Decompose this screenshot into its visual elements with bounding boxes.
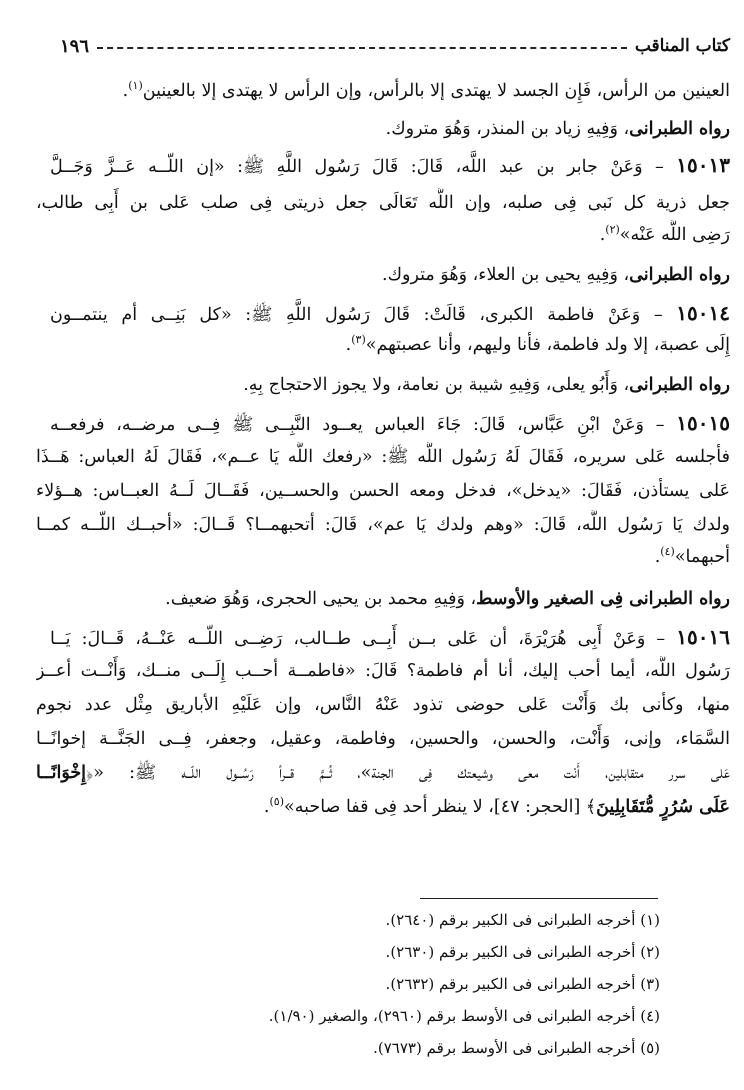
footnote-separator — [420, 898, 658, 899]
footnote: (١) أخرجه الطبرانى فى الكبير برقم (٢٦٤٠). — [385, 911, 660, 929]
line-text: أحبهما» — [674, 547, 730, 567]
line-text: . — [654, 547, 661, 567]
line-text: فأجلسه عَلى سريره، فَقَالَ لَهُ رَسُول اللَّه ﷺ: «رفعك اللَّه يَا عــم»، فَقَالَ لَهُ العباس: هَــذَا — [36, 447, 730, 467]
text-line — [36, 724, 730, 754]
line-text: – وَعَنْ أَبِى هُرَيْرَةَ، أن عَلى بــن أَبِــى طــالب، رَضِــى اللّــه عَنْــهُ، قَــالَ: يَــا — [50, 629, 666, 649]
text-line — [36, 76, 730, 106]
source-label: رواه الطبرانى — [629, 119, 730, 139]
line-text: ، وَأَبُو يعلى، وَفِيهِ شيبة بن نعامة، ولا يجوز الاحتجاج بِهِ. — [243, 375, 630, 395]
text-line — [36, 510, 730, 540]
line-text: عَلى سرر متقابلين، أَنْت معى وشيعتك فِى الجنة»، ثُــمَّ قــرأ رَسُــول اللّــه ﷺ: «﴿ — [86, 763, 730, 783]
quran-verse-text: عَلَى سُرُرٍ مُّتَقَابِلِينَ — [596, 797, 730, 817]
book-title: كتاب المناقب — [634, 36, 730, 56]
source-label: رواه الطبرانى — [629, 375, 730, 395]
text-line — [36, 476, 730, 506]
header-dashed-rule — [97, 47, 627, 49]
text-line — [36, 542, 730, 572]
hadith-heading-line — [50, 622, 730, 652]
source-note — [50, 260, 730, 290]
footnote: (٣) أخرجه الطبرانى فى الكبير برقم (٢٦٣٢). — [385, 975, 660, 993]
line-text: ، وَفِيهِ زياد بن المنذر، وَهُوَ متروك. — [385, 119, 630, 139]
hadith-heading-line — [50, 150, 730, 180]
line-text: ولدك يَا رَسُول اللَّه، قَالَ: «وهم ولدك يَا عم»، قَالَ: أتحبهمــا؟ قَــالَ: «أحبــك اللّــه كمــا — [36, 515, 730, 535]
footnote-ref[interactable]: (٣) — [351, 333, 366, 347]
line-text: رَضِى اللَّه عَنْه» — [619, 225, 730, 245]
source-label: رواه الطبرانى فِى الصغير والأوسط — [476, 589, 730, 609]
hadith-number: ١٥٠١٦ — [676, 625, 730, 649]
line-text: السَّمَاء، وإنى، وَأَنْت، والحسن، والحسين، وفاطمة، وعقيل، وجعفر، فِــى الجَنَّــة إخوانًــا — [36, 729, 730, 749]
hadith-number: ١٥٠١٥ — [676, 411, 730, 435]
line-text: . — [263, 797, 270, 817]
footnote-ref[interactable]: (٢) — [605, 223, 620, 237]
line-text: عَلى يستأذن، فَقَالَ: «يدخل»، فدخل ومعه الحسن والحســين، فَقَــالَ لَــهُ العبــاس: هــؤلاء — [36, 481, 730, 501]
line-text: . — [345, 335, 352, 355]
hadith-number: ١٥٠١٣ — [676, 153, 730, 177]
page-number: ١٩٦ — [60, 35, 90, 57]
text-line — [36, 656, 730, 686]
line-text: ، وَفِيهِ محمد بن يحيى الحجرى، وَهُوَ ضعيف. — [165, 589, 477, 609]
line-text: – وَعَنْ جابر بن عبد اللَّه، قَالَ: قَالَ رَسُول اللَّهِ ﷺ: «إن اللّــه عَــزَّ وَجَــلَّ — [50, 157, 664, 177]
footnote: (٥) أخرجه الطبرانى فى الأوسط برقم (٧٦٧٣). — [373, 1039, 660, 1057]
line-text: العينين من الرأس، فَإِن الجسد لا يهتدى إلا بالرأس، وإن الرأس لا يهتدى إلا بالعينين — [142, 81, 730, 101]
source-label: رواه الطبرانى — [629, 265, 730, 285]
line-text: منها، وكأنى بك وَأَنْت عَلى حوضى تذود عَنْهُ النَّاس، وإن عَلَيْهِ الأباريق مِثْل عدد نجوم — [36, 695, 730, 715]
footnote-ref[interactable]: (١) — [128, 79, 143, 93]
line-text: ، وَفِيهِ يحيى بن العلاء، وَهُوَ متروك. — [382, 265, 630, 285]
footnote-ref[interactable]: (٤) — [660, 545, 675, 559]
source-note — [50, 370, 730, 400]
text-line — [36, 792, 730, 822]
footnote: (٤) أخرجه الطبرانى فى الأوسط برقم (٢٩٦٠)، والصغير (١/٩٠). — [268, 1007, 660, 1025]
footnote-ref[interactable]: (٥) — [269, 795, 284, 809]
text-line — [36, 690, 730, 720]
line-text: جعل ذرية كل نَبى فِى صلبه، وإن اللَّه تَعَالَى جعل ذريتى فِى صلب عَلى بن أَبِى طالب، — [36, 193, 730, 213]
line-text: إِلَى عصبة، إلا ولد فاطمة، فأنا وليهم، وأنا عصبتهم» — [365, 335, 730, 355]
text-line — [36, 758, 730, 788]
footnote: (٢) أخرجه الطبرانى فى الكبير برقم (٢٦٣٠). — [385, 943, 660, 961]
hadith-heading-line — [50, 298, 730, 328]
line-text: . — [599, 225, 606, 245]
text-line — [36, 188, 730, 218]
line-text: . — [122, 81, 129, 101]
text-line — [36, 220, 730, 250]
line-text: – وَعَنْ ابْنِ عَبَّاس، قَالَ: جَاءَ العباس يعــود النَّبِــى ﷺ فِــى مرضــه، فرفعــه — [50, 415, 665, 435]
hadith-number: ١٥٠١٤ — [676, 301, 730, 325]
source-note — [50, 114, 730, 144]
line-text: رَسُول اللَّه، أيما أحب إليك، أنا أم فاطمة؟ قَالَ: «فاطمــة أحــب إِلَــى منــك، وَأَنْــت أعــز — [36, 661, 730, 681]
text-line — [36, 442, 730, 472]
hadith-heading-line — [50, 408, 730, 438]
line-text: ﴾ [الحجر: ٤٧]، لا ينظر أحد فِى قفا صاحبه» — [284, 797, 597, 817]
quran-verse-text: إِخْوَانًــا — [36, 763, 87, 783]
source-note — [50, 584, 730, 614]
line-text: – وَعَنْ فاطمة الكبرى، قَالَتْ: قَالَ رَسُول اللَّهِ ﷺ: «كل بَنِــى أم ينتمــون — [50, 305, 663, 325]
text-line — [36, 330, 730, 360]
running-header — [60, 34, 730, 58]
